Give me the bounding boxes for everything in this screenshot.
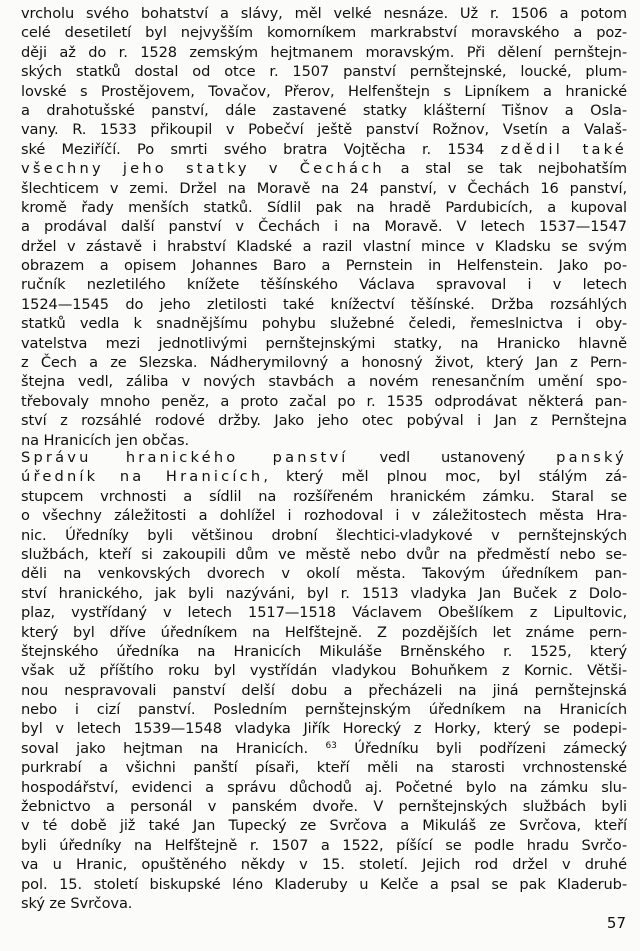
text-line: však už příštího roku byl vystřídán vladykou Bohuňkem z Kornic. Větši- xyxy=(21,662,627,680)
paragraph-pernstejn-holdings xyxy=(21,4,627,450)
spaced-emphasis: úředník na Hranicích xyxy=(21,468,264,486)
text-line: va u Hranic, opuštěného někdy v 15. století. Jejich rod držel v druhé xyxy=(21,856,627,874)
text-run: soval jako hejtman na Hranicích. xyxy=(21,739,326,757)
text-line: nic. Úředníky byli většinou drobní šlechtici-vladykové v pernštejnských xyxy=(21,526,627,544)
text-line: o všechny záležitosti a dohlížel i rozhodoval i v záležitostech města Hra- xyxy=(21,507,627,525)
text-line: byl v letech 1539—1548 vladyka Jiřík Horecký z Horky, který se podepi- xyxy=(21,720,627,738)
text-line xyxy=(21,467,627,486)
text-line: vrcholu svého bohatství a slávy, měl velké nesnáze. Už r. 1506 a potom xyxy=(21,5,627,22)
text-line: a drahotušské panství, dále zastavené statky klášterní Tišnov a Osla- xyxy=(21,101,627,119)
footnote-reference[interactable]: 63 xyxy=(325,740,337,751)
spaced-emphasis: všechny jeho statky v Čechách xyxy=(21,160,385,178)
text-line: vany. R. 1533 přikoupil v Pobečví ještě panství Rožnov, Vsetín a Valaš- xyxy=(21,121,627,139)
text-line: který byl dříve úředníkem na Helfštejně. Z pozdějších let známe pern- xyxy=(21,623,627,641)
text-line: nou nespravovali panství delší dobu a přecházeli na jiná pernštejnská xyxy=(21,681,627,699)
text-line: lovské s Prostějovem, Tovačov, Přerov, Helfenštejn s Lipníkem a hranické xyxy=(21,82,627,100)
spaced-emphasis: Správu hranického panství xyxy=(21,449,349,466)
text-line xyxy=(21,159,627,178)
text-run: Úředníku byli podřízeni zámecký xyxy=(336,739,627,757)
text-line: stupcem vrchnosti a sídlil na rozšířeném hranickém zámku. Staral se xyxy=(21,487,627,505)
text-line: třebovaly mnoho peněz, a proto začal po r. 1535 odprodávat některá pan- xyxy=(21,392,627,410)
text-line: službách, kteří si zakoupili dům ve městě nebo dvůr na předměstí nebo se- xyxy=(21,545,627,563)
text-line: plaz, vystřídaný v letech 1517—1518 Václavem Obešlíkem z Lipultovic, xyxy=(21,604,627,622)
text-line: statků vedla k snadnějšímu pohybu služebné čeledi, řemeslnictva i oby- xyxy=(21,315,627,333)
text-line: ský ze Svrčova. xyxy=(21,894,133,912)
text-line: hospodářství, evidenci a správu důchodů aj. Početné bylo na zámku slu- xyxy=(21,778,627,796)
text-line: štejna vedl, záliba v nových stavbách a novém renesančním umění spo- xyxy=(21,373,627,391)
text-line: nebo i cizí panství. Posledním pernštejnským úředníkem na Hranicích xyxy=(21,701,627,719)
text-line: a prodával další panství v Čechách i na Moravě. V letech 1537—1547 xyxy=(21,218,627,236)
text-line xyxy=(21,140,627,159)
text-line: šlechticem v zemi. Držel na Moravě na 24 panství, v Čechách 16 panství, xyxy=(21,179,627,197)
text-run: vedl ustanovený xyxy=(348,449,557,466)
text-line: děli na venkovských dvorech v okolí města. Takovým úředníkem pan- xyxy=(21,565,627,583)
text-line: na Hranicích jen občas. xyxy=(21,431,190,449)
text-line: 1524—1545 do jeho zletilosti také knížectví těšínské. Držba rozsáhlých xyxy=(21,295,627,313)
text-line: ději až do r. 1528 zemským hejtmanem moravským. Při dělení pernštejn- xyxy=(21,43,627,61)
text-line xyxy=(21,448,627,467)
text-line: byli úředníky na Helfštejně r. 1507 a 1522, píšící se podle hradu Svrčo- xyxy=(21,836,627,854)
text-line: držel v zástavě i hrabství Kladské a razil vlastní mince v Kladsku se svým xyxy=(21,237,627,255)
text-line: obrazem a opisem Johannes Baro a Pernstein in Helfenstein. Jako po- xyxy=(21,257,627,275)
text-line: pol. 15. století biskupské léno Kladeruby u Kelče a psal se pak Kladerub- xyxy=(21,875,627,893)
text-line: vatelstva mezi jednotlivými pernštejnskými statky, na Hranicko hlavně xyxy=(21,334,627,352)
text-line: ských statků dostal od otce r. 1507 panství pernštejnské, loucké, plum- xyxy=(21,63,627,81)
paragraph-hranice-administration xyxy=(21,448,627,913)
text-line: ství z rozsáhlé rodové držby. Jako jeho otec pobýval i Jan z Pernštejna xyxy=(21,412,627,430)
spaced-emphasis: panský xyxy=(556,449,627,466)
page-number: 57 xyxy=(606,914,626,932)
text-line: purkrabí a všichni panští písaři, kteří měli na starosti vrchnostenské xyxy=(21,759,627,777)
text-line: kromě řady menších statků. Sídlil pak na hradě Pardubicích, a kupoval xyxy=(21,198,627,216)
text-line: v té době již také Jan Tupecký ze Svrčova a Mikuláš ze Svrčova, kteří xyxy=(21,817,627,835)
text-run: a stal se tak nejbohatším xyxy=(384,160,627,178)
text-line: z Čech a ze Slezska. Nádherymilovný a honosný život, který Jan z Pern- xyxy=(21,354,627,372)
text-line xyxy=(21,739,627,758)
spaced-emphasis: zdědil také xyxy=(500,140,627,158)
text-line: štejnského úředníka na Hranicích Mikuláše Brněnského r. 1525, který xyxy=(21,642,627,660)
text-run: , který měl plnou moc, byl stálým zá- xyxy=(263,468,627,486)
text-line: celé desetiletí byl nejvyšším komorníkem markrabství moravského a poz- xyxy=(21,24,627,42)
text-line: ručník nezletilého knížete těšínského Václava spravoval i v letech xyxy=(21,276,627,294)
text-line: žebnictvo a personál v panském dvoře. V pernštejnských službách byli xyxy=(21,798,627,816)
text-line: ství hranického, jak byli nazýváni, byl r. 1513 vladyka Jan Buček z Dolo- xyxy=(21,584,627,602)
text-run: ské Meziříčí. Po smrti svého bratra Vojtěcha r. 1534 xyxy=(21,140,501,158)
